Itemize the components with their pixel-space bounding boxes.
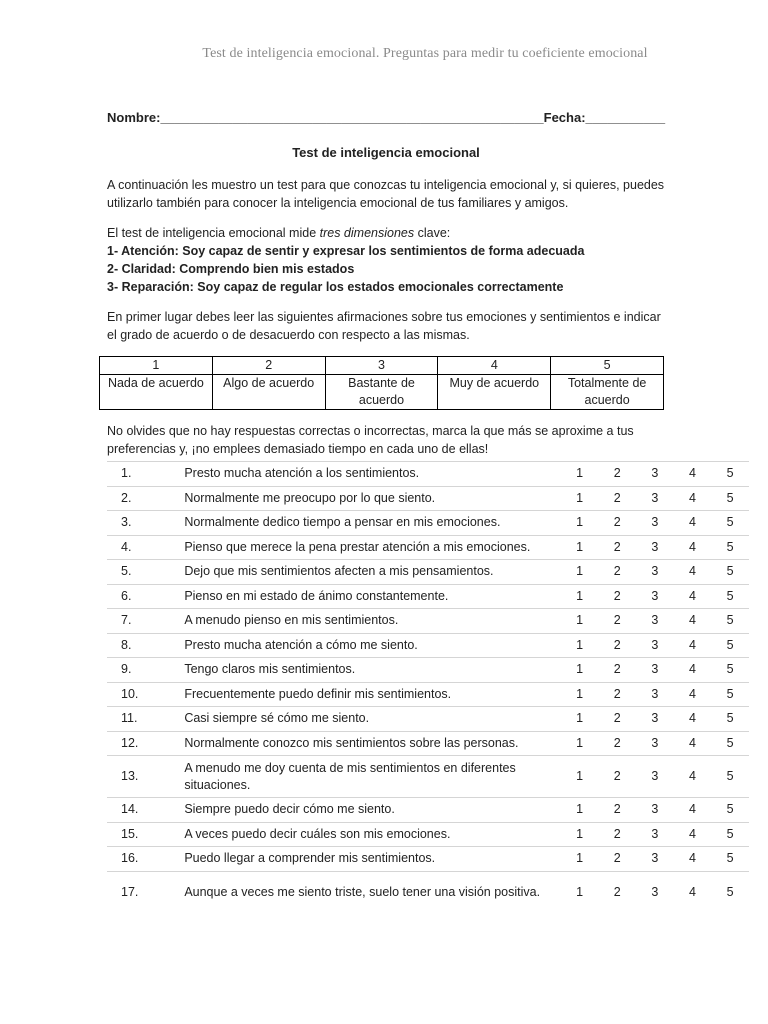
rating-option[interactable]: 2	[598, 731, 636, 756]
scale-label: Algo de acuerdo	[212, 375, 325, 410]
rating-option[interactable]: 5	[711, 486, 749, 511]
form-body	[107, 110, 665, 458]
rating-option[interactable]: 2	[598, 822, 636, 847]
questionnaire-row	[107, 511, 749, 536]
rating-option[interactable]: 5	[711, 560, 749, 585]
rating-option[interactable]: 1	[561, 511, 599, 536]
rating-option[interactable]: 1	[561, 535, 599, 560]
rating-option[interactable]: 5	[711, 756, 749, 798]
item-statement: Normalmente dedico tiempo a pensar en mis emociones.	[184, 511, 560, 536]
rating-option[interactable]: 1	[561, 822, 599, 847]
item-number: 15.	[107, 822, 184, 847]
rating-option[interactable]: 3	[636, 871, 674, 913]
document-title: Test de inteligencia emocional	[292, 145, 480, 160]
item-number: 1.	[107, 462, 184, 487]
rating-option[interactable]: 1	[561, 462, 599, 487]
item-number: 13.	[107, 756, 184, 798]
rating-option[interactable]: 3	[636, 462, 674, 487]
rating-option[interactable]: 5	[711, 731, 749, 756]
scale-value: 3	[325, 357, 438, 375]
rating-option[interactable]: 3	[636, 633, 674, 658]
item-statement: Siempre puedo decir cómo me siento.	[184, 798, 560, 823]
item-statement: Normalmente me preocupo por lo que siento.	[184, 486, 560, 511]
rating-option[interactable]: 4	[674, 511, 712, 536]
item-number: 5.	[107, 560, 184, 585]
rating-option[interactable]: 1	[561, 707, 599, 732]
rating-option[interactable]: 3	[636, 682, 674, 707]
rating-option[interactable]: 1	[561, 633, 599, 658]
item-statement: Normalmente conozco mis sentimientos sobre las personas.	[184, 731, 560, 756]
rating-option[interactable]: 2	[598, 682, 636, 707]
rating-option[interactable]: 4	[674, 535, 712, 560]
rating-option[interactable]: 5	[711, 462, 749, 487]
rating-option[interactable]: 5	[711, 511, 749, 536]
rating-option[interactable]: 1	[561, 682, 599, 707]
item-statement: A veces puedo decir cuáles son mis emociones.	[184, 822, 560, 847]
item-statement: Pienso en mi estado de ánimo constantemente.	[184, 584, 560, 609]
questionnaire-row	[107, 535, 749, 560]
rating-option[interactable]: 2	[598, 560, 636, 585]
rating-option[interactable]: 4	[674, 847, 712, 872]
rating-option[interactable]: 4	[674, 584, 712, 609]
rating-option[interactable]: 3	[636, 822, 674, 847]
rating-option[interactable]: 5	[711, 658, 749, 683]
rating-option[interactable]: 3	[636, 511, 674, 536]
rating-option[interactable]: 3	[636, 731, 674, 756]
rating-option[interactable]: 3	[636, 798, 674, 823]
questionnaire-row	[107, 486, 749, 511]
rating-option[interactable]: 4	[674, 756, 712, 798]
rating-option[interactable]: 5	[711, 633, 749, 658]
rating-option[interactable]: 5	[711, 871, 749, 913]
item-number: 8.	[107, 633, 184, 658]
scale-label: Totalmente de acuerdo	[551, 375, 664, 410]
rating-option[interactable]: 3	[636, 756, 674, 798]
rating-option[interactable]: 4	[674, 871, 712, 913]
item-statement: Pienso que merece la pena prestar atención a mis emociones.	[184, 535, 560, 560]
item-number: 6.	[107, 584, 184, 609]
scale-value: 4	[438, 357, 551, 375]
item-number: 3.	[107, 511, 184, 536]
rating-option[interactable]: 3	[636, 707, 674, 732]
rating-option[interactable]: 5	[711, 707, 749, 732]
item-statement: Presto mucha atención a los sentimientos.	[184, 462, 560, 487]
item-number: 17.	[107, 871, 184, 913]
item-number: 12.	[107, 731, 184, 756]
name-date-line: Nombre:_____________________________________________________Fecha:___________	[107, 110, 666, 125]
rating-option[interactable]: 2	[598, 798, 636, 823]
item-number: 2.	[107, 486, 184, 511]
rating-option[interactable]: 4	[674, 633, 712, 658]
rating-option[interactable]: 3	[636, 486, 674, 511]
item-statement: Casi siempre sé cómo me siento.	[184, 707, 560, 732]
rating-option[interactable]: 3	[636, 560, 674, 585]
rating-option[interactable]: 3	[636, 847, 674, 872]
rating-option[interactable]: 2	[598, 486, 636, 511]
item-statement: Frecuentemente puedo definir mis sentimientos.	[184, 682, 560, 707]
scale-label: Muy de acuerdo	[438, 375, 551, 410]
rating-option[interactable]: 1	[561, 560, 599, 585]
questionnaire-row	[107, 847, 749, 872]
rating-option[interactable]: 2	[598, 462, 636, 487]
rating-option[interactable]: 3	[636, 609, 674, 634]
rating-option[interactable]: 4	[674, 822, 712, 847]
rating-option[interactable]: 4	[674, 609, 712, 634]
rating-option[interactable]: 2	[598, 535, 636, 560]
rating-option[interactable]: 5	[711, 682, 749, 707]
rating-option[interactable]: 5	[711, 847, 749, 872]
questionnaire-row	[107, 584, 749, 609]
rating-option[interactable]: 2	[598, 658, 636, 683]
instructions-paragraph: En primer lugar debes leer las siguientes afirmaciones sobre tus emociones y sentimientos e indicar el grado de acuerdo o de desacuerdo con respecto a las mismas.	[107, 310, 661, 342]
intro-paragraph: A continuación les muestro un test para que conozcas tu inteligencia emocional y, si quieres, puedes utilizarlo también para conocer la inteligencia emocional de tus familiares y amigos.	[107, 178, 665, 210]
questionnaire-row	[107, 609, 749, 634]
questionnaire-row	[107, 822, 749, 847]
item-number: 11.	[107, 707, 184, 732]
questionnaire-row	[107, 798, 749, 823]
questionnaire-row	[107, 560, 749, 585]
dimensions-emphasis: tres dimensiones	[319, 226, 415, 240]
rating-option[interactable]: 5	[711, 535, 749, 560]
scale-label: Bastante de acuerdo	[325, 375, 438, 410]
rating-option[interactable]: 4	[674, 560, 712, 585]
questionnaire-row	[107, 756, 749, 798]
questionnaire-row	[107, 871, 749, 913]
rating-option[interactable]: 2	[598, 756, 636, 798]
item-number: 16.	[107, 847, 184, 872]
rating-option[interactable]: 2	[598, 871, 636, 913]
rating-option[interactable]: 2	[598, 584, 636, 609]
dimension-attention: 1- Atención: Soy capaz de sentir y expresar los sentimientos de forma adecuada	[107, 244, 585, 258]
rating-option[interactable]: 4	[674, 798, 712, 823]
scale-table	[99, 356, 664, 410]
questionnaire-row	[107, 633, 749, 658]
scale-label: Nada de acuerdo	[100, 375, 213, 410]
questionnaire-row	[107, 707, 749, 732]
rating-option[interactable]: 4	[674, 682, 712, 707]
dimensions-lead: El test de inteligencia emocional mide	[107, 226, 320, 240]
rating-option[interactable]: 2	[598, 511, 636, 536]
rating-option[interactable]: 1	[561, 609, 599, 634]
rating-option[interactable]: 4	[674, 462, 712, 487]
rating-option[interactable]: 5	[711, 609, 749, 634]
rating-option[interactable]: 5	[711, 822, 749, 847]
rating-option[interactable]: 2	[598, 609, 636, 634]
scale-value: 2	[212, 357, 325, 375]
rating-option[interactable]: 4	[674, 658, 712, 683]
rating-option[interactable]: 4	[674, 707, 712, 732]
rating-option[interactable]: 1	[561, 584, 599, 609]
dimensions-block	[107, 224, 665, 296]
rating-option[interactable]: 3	[636, 535, 674, 560]
rating-option[interactable]: 1	[561, 798, 599, 823]
questionnaire-row	[107, 682, 749, 707]
item-statement: A menudo pienso en mis sentimientos.	[184, 609, 560, 634]
note-paragraph: No olvides que no hay respuestas correctas o incorrectas, marca la que más se aproxime a tus preferencias y, ¡no emplees demasiado tiempo en cada uno de ellas!	[107, 424, 634, 456]
item-statement: Dejo que mis sentimientos afecten a mis pensamientos.	[184, 560, 560, 585]
dimensions-tail: clave:	[414, 226, 451, 240]
item-statement: Puedo llegar a comprender mis sentimientos.	[184, 847, 560, 872]
scale-value: 5	[551, 357, 664, 375]
rating-option[interactable]: 1	[561, 847, 599, 872]
dimension-repair: 3- Reparación: Soy capaz de regular los estados emocionales correctamente	[107, 280, 564, 294]
item-number: 4.	[107, 535, 184, 560]
rating-option[interactable]: 2	[598, 847, 636, 872]
questionnaire-table	[107, 461, 749, 913]
rating-option[interactable]: 3	[636, 658, 674, 683]
item-statement: Aunque a veces me siento triste, suelo tener una visión positiva.	[184, 871, 560, 913]
rating-option[interactable]: 5	[711, 798, 749, 823]
rating-option[interactable]: 1	[561, 871, 599, 913]
item-statement: A menudo me doy cuenta de mis sentimientos en diferentes situaciones.	[184, 756, 560, 798]
item-number: 10.	[107, 682, 184, 707]
rating-option[interactable]: 4	[674, 731, 712, 756]
item-statement: Tengo claros mis sentimientos.	[184, 658, 560, 683]
rating-option[interactable]: 1	[561, 658, 599, 683]
rating-option[interactable]: 3	[636, 584, 674, 609]
dimension-clarity: 2- Claridad: Comprendo bien mis estados	[107, 262, 355, 276]
questionnaire-row	[107, 731, 749, 756]
rating-option[interactable]: 5	[711, 584, 749, 609]
rating-option[interactable]: 2	[598, 633, 636, 658]
rating-option[interactable]: 1	[561, 756, 599, 798]
rating-option[interactable]: 4	[674, 486, 712, 511]
questionnaire-row	[107, 462, 749, 487]
item-number: 14.	[107, 798, 184, 823]
page-header: Test de inteligencia emocional. Preguntas para medir tu coeficiente emocional	[202, 46, 648, 61]
item-number: 9.	[107, 658, 184, 683]
rating-option[interactable]: 2	[598, 707, 636, 732]
questionnaire-row	[107, 658, 749, 683]
scale-value: 1	[100, 357, 213, 375]
rating-option[interactable]: 1	[561, 731, 599, 756]
rating-option[interactable]: 1	[561, 486, 599, 511]
item-number: 7.	[107, 609, 184, 634]
item-statement: Presto mucha atención a cómo me siento.	[184, 633, 560, 658]
